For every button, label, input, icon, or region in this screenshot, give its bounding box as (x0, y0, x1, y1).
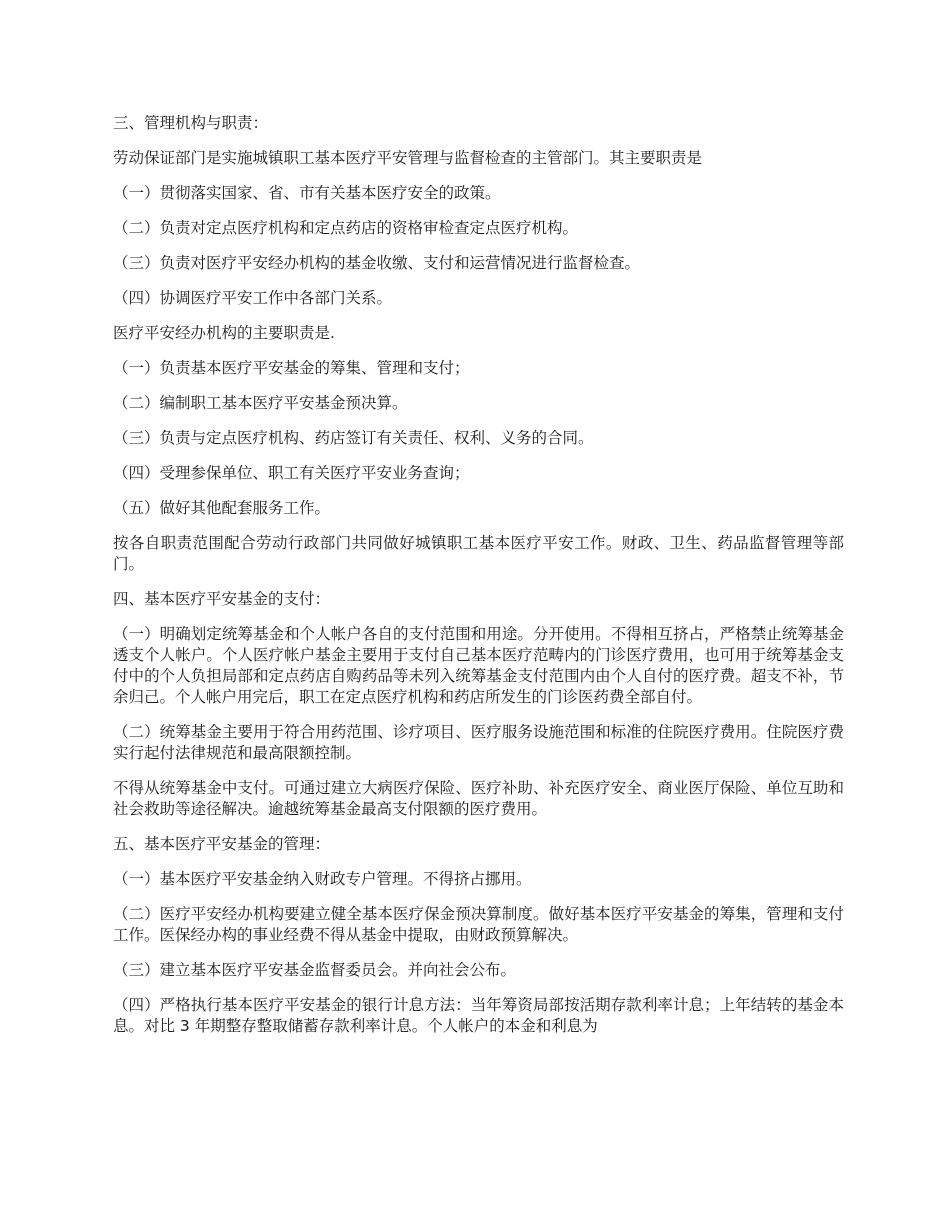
paragraph-agency-intro: 医疗平安经办机构的主要职责是. (113, 324, 335, 342)
paragraph-labor-dept-intro: 劳动保证部门是实施城镇职工基本医疗平安管理与监督检查的主管部门。其主要职责是 (113, 149, 703, 167)
list-item-management-3: （三）建立基本医疗平安基金监督委员会。并向社会公布。 (113, 961, 517, 979)
list-item-labor-2: （二）负责对定点医疗机构和定点药店的资格审检查定点医疗机构。 (113, 219, 579, 237)
list-item-labor-4: （四）协调医疗平安工作中各部门关系。 (113, 289, 393, 307)
list-item-agency-2: （二）编制职工基本医疗平安基金预决算。 (113, 394, 408, 412)
list-item-payment-1: （一）明确划定统筹基金和个人帐户各自的支付范围和用途。分开使用。不得相互挤占，严格禁止统筹基金透支个人帐户。个人医疗帐户基金主要用于支付自己基本医疗范畴内的门诊医疗费用，也可用于统筹基金支付中的个人负担局部和定点药店自购药品等未列入统筹基金支付范围内由个人自付的医疗费。超支不补，节余归己。个人帐户用完后，职工在定点医疗机构和药店所发生的门诊医药费全部自付。 (113, 625, 844, 706)
list-item-agency-3: （三）负责与定点医疗机构、药店签订有关责任、权利、义务的合同。 (113, 429, 594, 447)
section-heading-5: 五、基本医疗平安基金的管理： (113, 835, 331, 853)
list-item-agency-4: （四）受理参保单位、职工有关医疗平安业务查询； (113, 464, 470, 482)
list-item-management-4: （四）严格执行基本医疗平安基金的银行计息方法：当年筹资局部按活期存款利率计息；上年结转的基金本息。对比 3 年期整存整取储蓄存款利率计息。个人帐户的本金和利息为 (113, 996, 844, 1035)
section-heading-4: 四、基本医疗平安基金的支付： (113, 590, 331, 608)
list-item-labor-3: （三）负责对医疗平安经办机构的基金收缴、支付和运营情况进行监督检查。 (113, 254, 641, 272)
list-item-agency-5: （五）做好其他配套服务工作。 (113, 499, 331, 517)
list-item-management-2: （二）医疗平安经办机构要建立健全基本医疗保金预决算制度。做好基本医疗平安基金的筹集，管理和支付工作。医保经办构的事业经费不得从基金中提取，由财政预算解决。 (113, 905, 844, 944)
paragraph-excluded-costs: 不得从统筹基金中支付。可通过建立大病医疗保险、医疗补助、补充医疗安全、商业医厅保险、单位互助和社会救助等途径解决。逾越统筹基金最高支付限额的医疗费用。 (113, 779, 844, 818)
section-heading-3: 三、管理机构与职责： (113, 114, 269, 132)
list-item-agency-1: （一）负责基本医疗平安基金的筹集、管理和支付； (113, 359, 470, 377)
list-item-management-1: （一）基本医疗平安基金纳入财政专户管理。不得挤占挪用。 (113, 870, 532, 888)
list-item-labor-1: （一）贯彻落实国家、省、市有关基本医疗安全的政策。 (113, 184, 501, 202)
paragraph-cooperation: 按各自职责范围配合劳动行政部门共同做好城镇职工基本医疗平安工作。财政、卫生、药品监督管理等部门。 (113, 534, 844, 573)
list-item-payment-2: （二）统筹基金主要用于符合用药范围、诊疗项目、医疗服务设施范围和标准的住院医疗费用。住院医疗费实行起付法律规范和最高限额控制。 (113, 723, 844, 762)
